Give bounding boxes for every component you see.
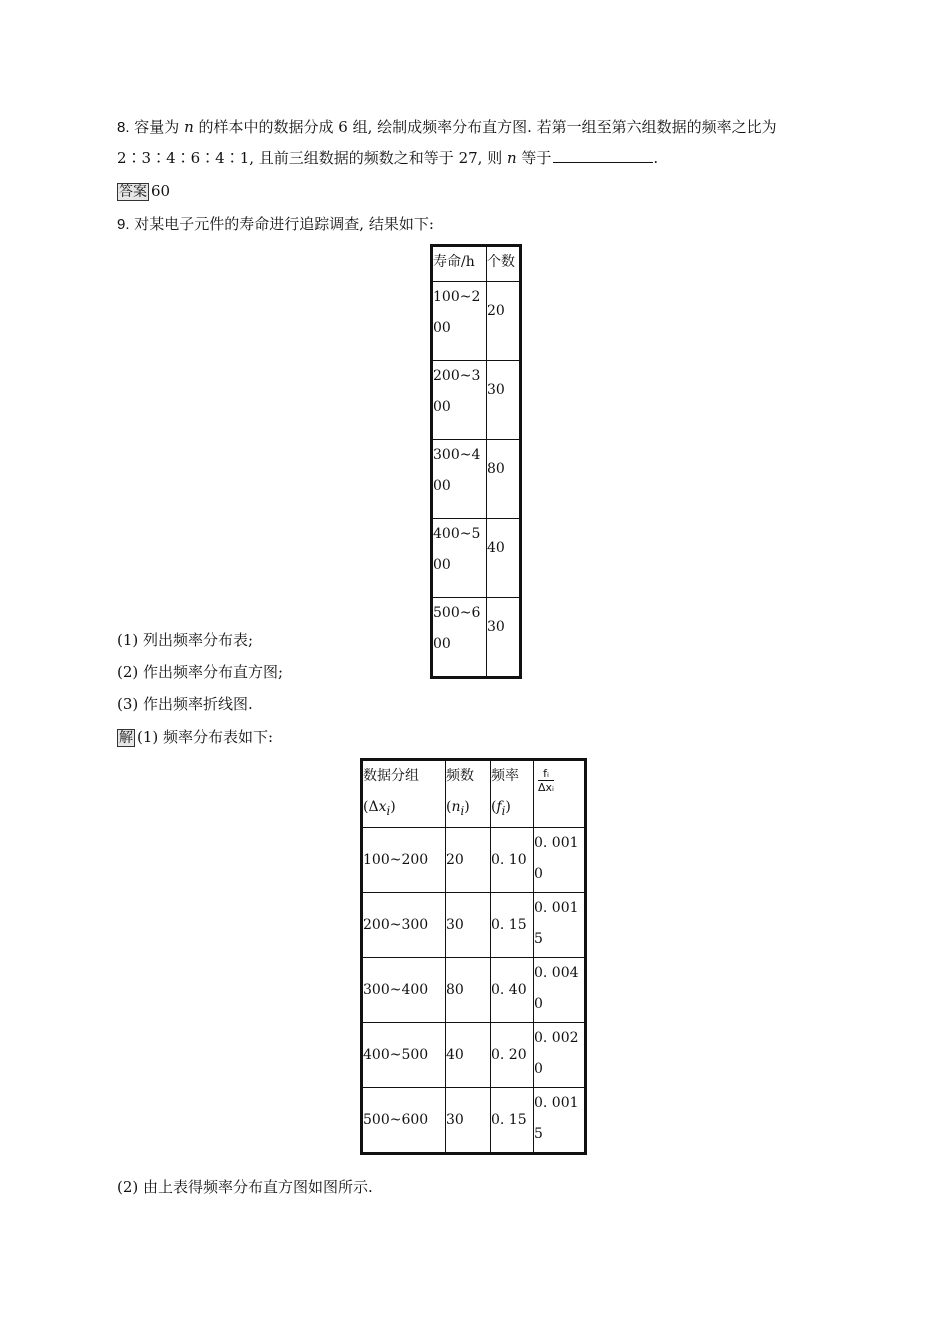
cell-count: 30 (446, 1088, 491, 1154)
table-row (432, 440, 521, 519)
lifespan-table (430, 244, 522, 679)
answer-value: 60 (151, 182, 171, 200)
q8-text-a: 容量为 (129, 118, 185, 136)
q8-text-c: 2∶3∶4∶6∶4∶1, 且前三组数据的频数之和等于 27, 则 (117, 149, 507, 167)
cell-count: 40 (487, 519, 521, 598)
cell-range: 500~600 (432, 598, 487, 678)
q8-answer (117, 181, 170, 202)
header-frequency-count: 频数 $(n_i)$ (446, 760, 491, 828)
cell-count: 20 (446, 828, 491, 893)
cell-count: 40 (446, 1023, 491, 1088)
cell-density: 0. 0010 (534, 828, 586, 893)
q9-part-2-text: (2) 由上表得频率分布直方图如图所示. (117, 1178, 373, 1196)
cell-count: 80 (487, 440, 521, 519)
cell-density: 0. 0015 (534, 893, 586, 958)
frequency-table (360, 758, 587, 1155)
header-group: 数据分组 $(\Delta x_i)$ (362, 760, 446, 828)
cell-count: 30 (487, 598, 521, 678)
cell-rate: 0. 10 (491, 828, 534, 893)
cell-group: 500~600 (362, 1088, 446, 1154)
answer-blank (553, 148, 653, 163)
table-row (432, 519, 521, 598)
q9-part-3: (3) 作出频率折线图. (117, 695, 253, 713)
q8-text-b: 的样本中的数据分成 6 组, 绘制成频率分布直方图. 若第一组至第六组数据的频率之比为 (193, 118, 777, 136)
table-row (362, 958, 586, 1023)
cell-density: 0. 0015 (534, 1088, 586, 1154)
header-lifespan: 寿命/h (432, 246, 487, 282)
q8-text-end: . (653, 149, 659, 167)
header-count: 个数 (487, 246, 521, 282)
q8-text-d: 等于 (516, 149, 552, 167)
cell-count: 20 (487, 282, 521, 361)
cell-group: 400~500 (362, 1023, 446, 1088)
table-header-row (432, 246, 521, 282)
q9-part-2: (2) 作出频率分布直方图; (117, 663, 284, 681)
solution-text: (1) 频率分布表如下: (137, 728, 274, 746)
q9-line (117, 214, 434, 235)
cell-range: 200~300 (432, 361, 487, 440)
q8-line-1 (117, 117, 777, 138)
answer-label: 答案 (119, 184, 147, 200)
q8-var-n: n (184, 118, 194, 136)
table-row (362, 1088, 586, 1154)
q9-text: 对某电子元件的寿命进行追踪调查, 结果如下: (129, 215, 434, 233)
table-row (362, 893, 586, 958)
cell-count: 80 (446, 958, 491, 1023)
q9-part-1: (1) 列出频率分布表; (117, 631, 254, 649)
density-fraction: $\frac{\text{fᵢ}}{\text{Δxᵢ}}$ (538, 767, 555, 794)
cell-count: 30 (446, 893, 491, 958)
table-row (362, 1023, 586, 1088)
table-row (432, 282, 521, 361)
cell-range: 100~200 (432, 282, 487, 361)
cell-range: 300~400 (432, 440, 487, 519)
cell-group: 200~300 (362, 893, 446, 958)
header-density (534, 760, 586, 828)
cell-rate: 0. 20 (491, 1023, 534, 1088)
cell-rate: 0. 15 (491, 893, 534, 958)
cell-rate: 0. 40 (491, 958, 534, 1023)
solution-label: 解 (119, 730, 133, 746)
q9-solution (117, 727, 273, 748)
q8-var-n-2: n (506, 149, 517, 167)
q9-number: 9. (117, 216, 130, 233)
table-header-row (362, 760, 586, 828)
table-row (432, 598, 521, 678)
cell-group: 100~200 (362, 828, 446, 893)
table-row (432, 361, 521, 440)
cell-density: 0. 0020 (534, 1023, 586, 1088)
cell-range: 400~500 (432, 519, 487, 598)
q8-number: 8. (117, 119, 130, 136)
table-row (362, 828, 586, 893)
header-frequency-rate: 频率 $(f_i)$ (491, 760, 534, 828)
cell-group: 300~400 (362, 958, 446, 1023)
q8-line-2 (117, 148, 658, 168)
cell-rate: 0. 15 (491, 1088, 534, 1154)
cell-count: 30 (487, 361, 521, 440)
cell-density: 0. 0040 (534, 958, 586, 1023)
